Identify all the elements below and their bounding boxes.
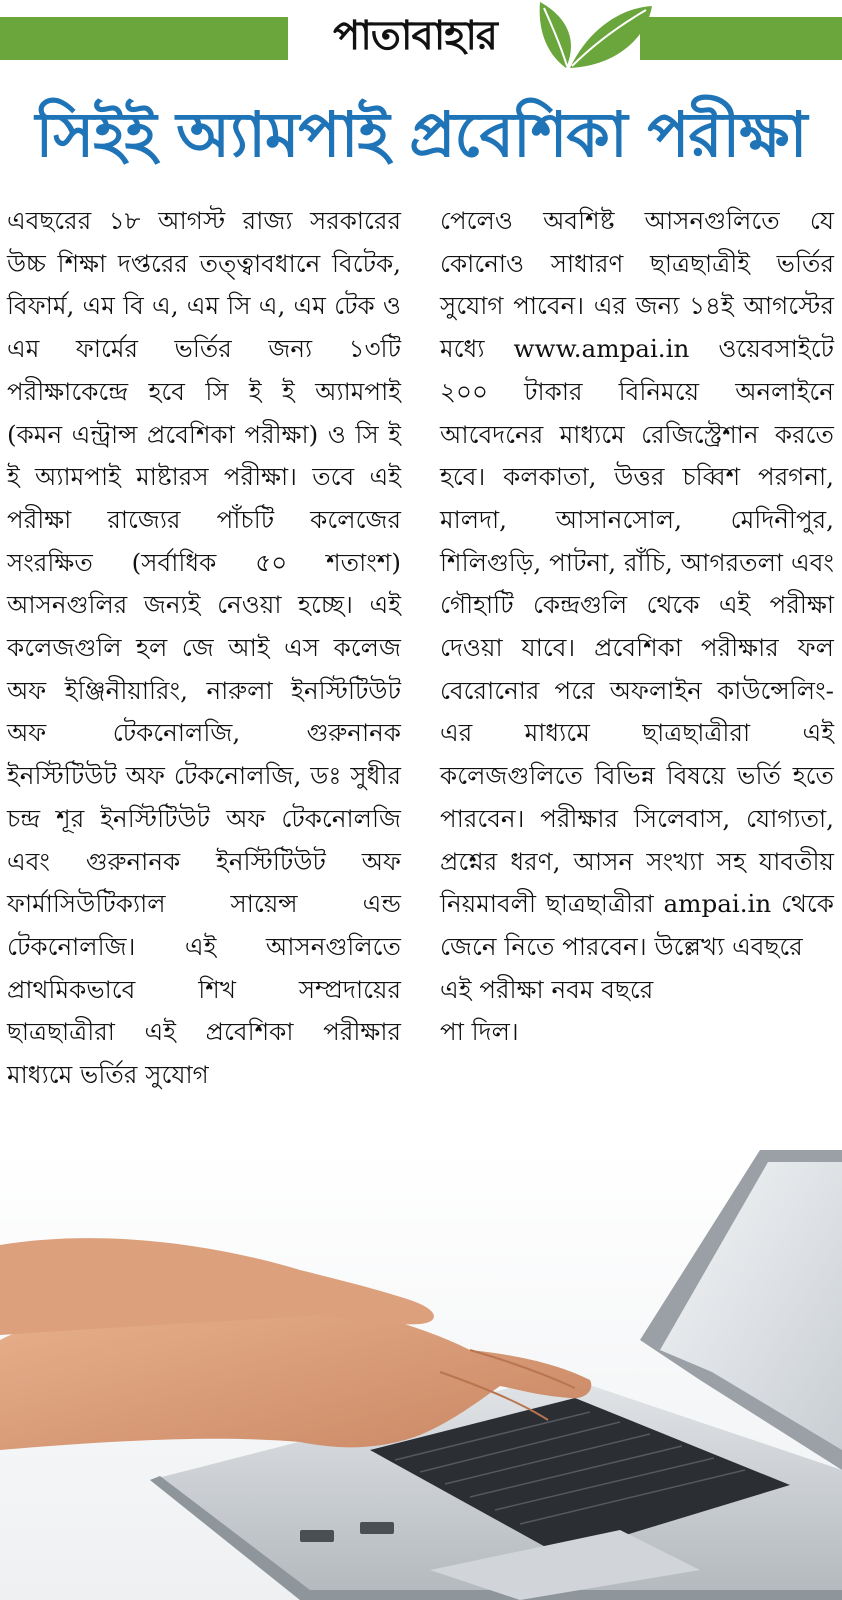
masthead-bar-left — [0, 17, 288, 60]
article-paragraph-right: পেলেও অবশিষ্ট আসনগুলিতে যে কোনোও সাধারণ ছাত্রছাত্রীই ভর্তির সুযোগ পাবেন। এর জন্য ১৪ই আগস্টের মধ্যে www.ampai.in ওয়েবসাইটে ২০০ টাকার বিনিময়ে অনলাইনে আবেদনের মাধ্যমে রেজিস্ট্রেশান করতে হবে। কলকাতা, উত্তর চব্বিশ পরগনা, মালদা, আসানসোল, মেদিনীপুর, শিলিগুড়ি, পাটনা, রাঁচি, আগরতলা এবং গৌহাটি কেন্দ্রগুলি থেকে এই পরীক্ষা দেওয়া যাবে। প্রবেশিকা পরীক্ষার ফল বেরোনোর পরে অফলাইন কাউন্সেলিং-এর মাধ্যমে ছাত্রছাত্রীরা এই কলেজগুলিতে বিভিন্ন বিষয়ে ভর্তি হতে পারবেন। পরীক্ষার সিলেবাস, যোগ্যতা, প্রশ্নের ধরণ, আসন সংখ্যা সহ যাবতীয় নিয়মাবলী ছাত্রছাত্রীরা ampai.in থেকে জেনে নিতে পারবেন। উল্লেখ্য এবছরে — [440, 206, 834, 961]
green-leaves-icon — [536, 0, 656, 70]
article-column-left — [7, 200, 401, 1097]
article-closing-line-2: পা দিল। — [440, 1017, 519, 1047]
headline: সিইই অ্যামপাই প্রবেশিকা পরীক্ষা — [35, 98, 807, 171]
masthead-bar-right — [640, 17, 842, 60]
brand-title: পাতাবাহার — [333, 13, 497, 59]
laptop-typing-hands-icon — [0, 1150, 842, 1600]
article-column-right — [440, 200, 834, 1054]
masthead — [0, 0, 842, 72]
article-paragraph-left: এবছরের ১৮ আগস্ট রাজ্য সরকারের উচ্চ শিক্ষা দপ্তরের তত্ত্বাবধানে বিটেক, বিফার্ম, এম বি এ, এম সি এ, এম টেক ও এম ফার্মের ভর্তির জন্য ১৩টি পরীক্ষাকেন্দ্রে হবে সি ই ই অ্যামপাই (কমন এন্ট্রান্স প্রবেশিকা পরীক্ষা) ও সি ই ই অ্যামপাই মাষ্টারস পরীক্ষা। তবে এই পরীক্ষা রাজ্যের পাঁচটি কলেজের সংরক্ষিত (সর্বাধিক ৫০ শতাংশ) আসনগুলির জন্যই নেওয়া হচ্ছে। এই কলেজগুলি হল জে আই এস কলেজ অফ ইঞ্জিনীয়ারিং, নারুলা ইনস্টিটিউট অফ টেকনোলজি, গুরুনানক ইনস্টিটিউট অফ টেকনোলজি, ডঃ সুধীর চন্দ্র শূর ইনস্টিটিউট অফ টেকনোলজি এবং গুরুনানক ইনস্টিটিউট অফ ফার্মাসিউটিক্যাল সায়েন্স এন্ড টেকনোলজি। এই আসনগুলিতে প্রাথমিকভাবে শিখ সম্প্রদায়ের ছাত্রছাত্রীরা এই প্রবেশিকা পরীক্ষার মাধ্যমে ভর্তির সুযোগ — [7, 206, 401, 1090]
article-closing-line-1: এই পরীক্ষা নবম বছরে — [440, 974, 654, 1004]
